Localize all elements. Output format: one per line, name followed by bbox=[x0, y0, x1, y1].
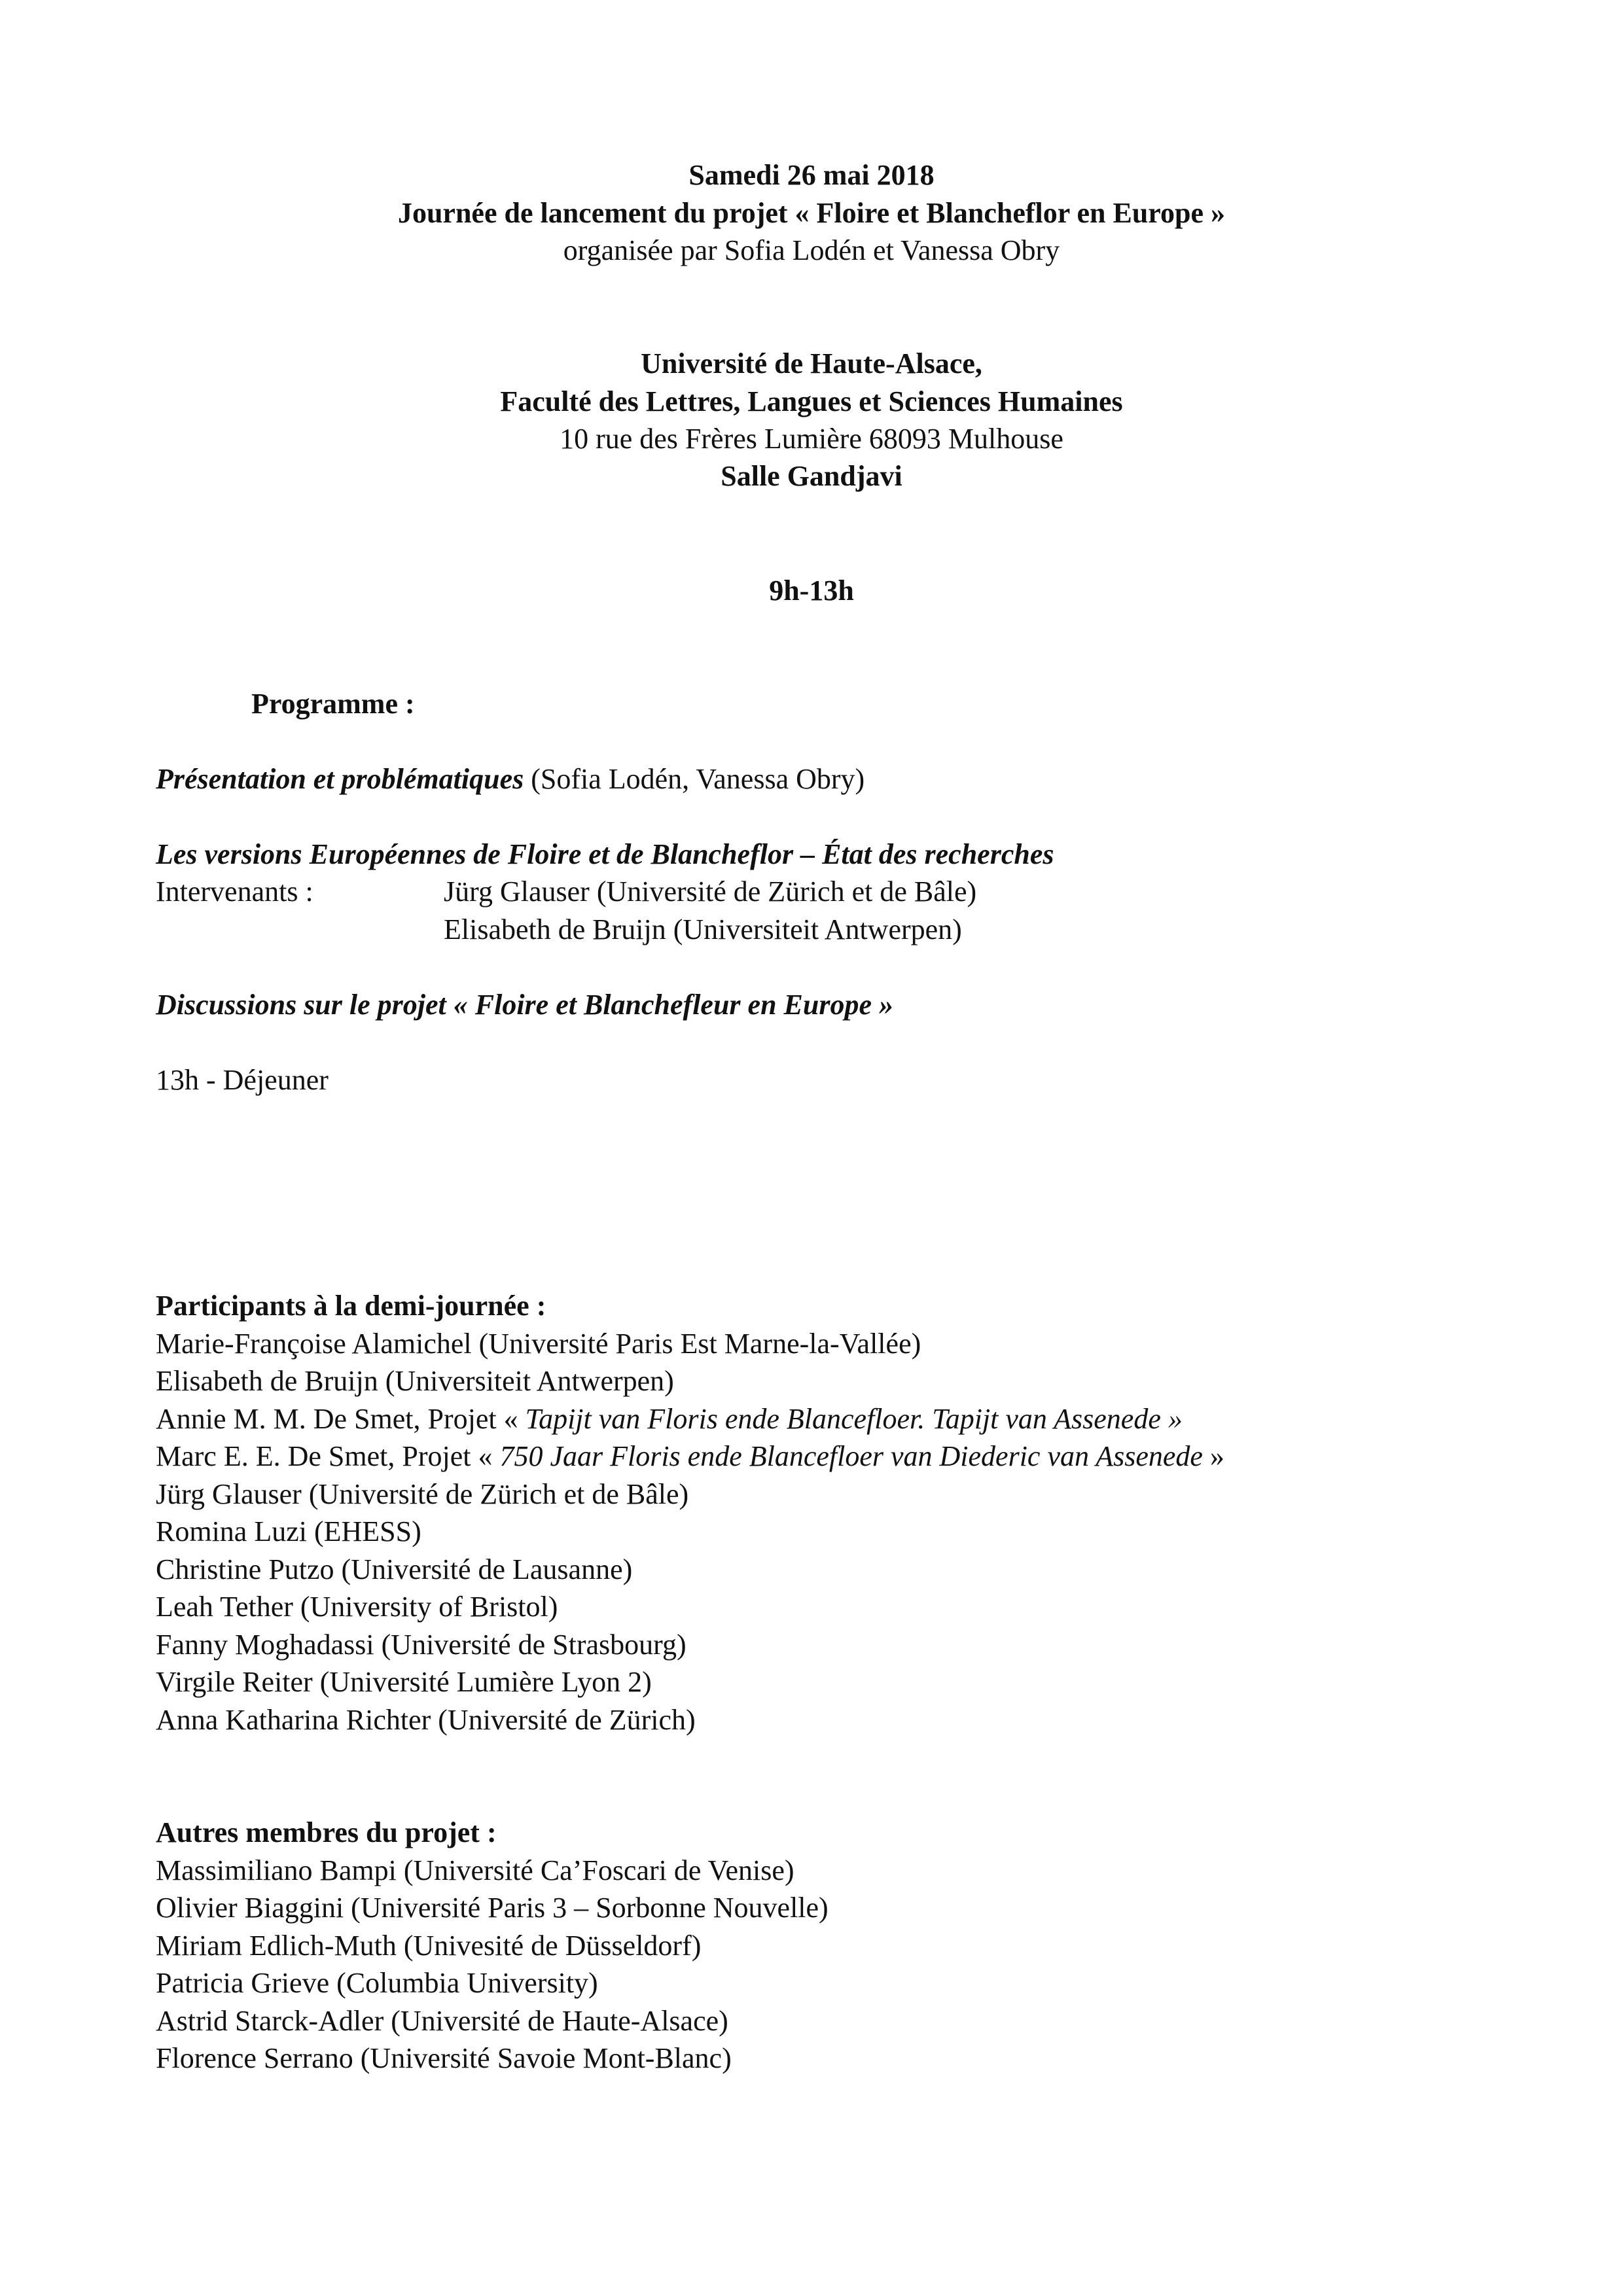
programme-item-people: (Sofia Lodén, Vanessa Obry) bbox=[524, 763, 865, 795]
venue-faculty: Faculté des Lettres, Langues et Sciences Humaines bbox=[500, 385, 1123, 417]
member: Florence Serrano (Université Savoie Mont-Blanc) bbox=[156, 2042, 732, 2074]
participant: Fanny Moghadassi (Université de Strasbourg) bbox=[156, 1629, 687, 1661]
venue-university: Université de Haute-Alsace, bbox=[641, 347, 982, 380]
participant: Anna Katharina Richter (Université de Zürich) bbox=[156, 1704, 696, 1736]
member: Astrid Starck-Adler (Université de Haute-Alsace) bbox=[156, 2005, 728, 2037]
member: Patricia Grieve (Columbia University) bbox=[156, 1967, 598, 1999]
participant bbox=[156, 1401, 1183, 1438]
participants-heading: Participants à la demi-journée : bbox=[156, 1290, 546, 1322]
speakers-label: Intervenants : bbox=[156, 875, 313, 908]
participant: Jürg Glauser (Université de Zürich et de Bâle) bbox=[156, 1478, 689, 1510]
participant: Romina Luzi (EHESS) bbox=[156, 1515, 421, 1547]
event-time: 9h-13h bbox=[769, 574, 854, 607]
programme-item-versions: Les versions Européennes de Floire et de Blancheflor – État des recherches bbox=[156, 838, 1054, 870]
members-heading: Autres membres du projet : bbox=[156, 1816, 497, 1848]
event-title: Journée de lancement du projet « Floire et Blancheflor en Europe » bbox=[397, 197, 1226, 229]
member: Olivier Biaggini (Université Paris 3 – Sorbonne Nouvelle) bbox=[156, 1892, 829, 1924]
programme-item-discussions: Discussions sur le projet « Floire et Blanchefleur en Europe » bbox=[156, 989, 894, 1021]
member: Miriam Edlich-Muth (Univesité de Düsseldorf) bbox=[156, 1930, 702, 1962]
programme-heading: Programme : bbox=[251, 688, 415, 720]
event-organizers: organisée par Sofia Lodén et Vanessa Obry bbox=[563, 234, 1060, 266]
programme-item-presentation bbox=[156, 761, 865, 798]
participant: Christine Putzo (Université de Lausanne) bbox=[156, 1553, 633, 1585]
venue-room: Salle Gandjavi bbox=[721, 460, 902, 492]
participant: Virgile Reiter (Université Lumière Lyon 2) bbox=[156, 1666, 652, 1698]
participant-project-title: 750 Jaar Floris ende Blancefloer van Diederic van Assenede bbox=[499, 1440, 1203, 1472]
participant-project-close: » bbox=[1202, 1440, 1224, 1472]
participant bbox=[156, 1438, 1224, 1475]
speaker-2: Elisabeth de Bruijn (Universiteit Antwerpen) bbox=[444, 913, 962, 945]
speaker-1: Jürg Glauser (Université de Zürich et de Bâle) bbox=[444, 875, 977, 908]
event-date: Samedi 26 mai 2018 bbox=[688, 159, 935, 191]
participant-project-title: Tapijt van Floris ende Blancefloer. Tapijt van Assenede » bbox=[525, 1403, 1183, 1435]
participant-name: Marc E. E. De Smet, Projet « bbox=[156, 1440, 500, 1472]
participant: Leah Tether (University of Bristol) bbox=[156, 1591, 558, 1623]
venue-address: 10 rue des Frères Lumière 68093 Mulhouse bbox=[560, 423, 1063, 455]
programme-lunch: 13h - Déjeuner bbox=[156, 1064, 329, 1096]
participant-name: Annie M. M. De Smet, Projet « bbox=[156, 1403, 526, 1435]
participant: Marie-Françoise Alamichel (Université Paris Est Marne-la-Vallée) bbox=[156, 1328, 921, 1360]
member: Massimiliano Bampi (Université Ca’Foscari de Venise) bbox=[156, 1854, 794, 1886]
programme-item-title: Présentation et problématiques bbox=[156, 763, 524, 795]
participant: Elisabeth de Bruijn (Universiteit Antwerpen) bbox=[156, 1365, 674, 1397]
